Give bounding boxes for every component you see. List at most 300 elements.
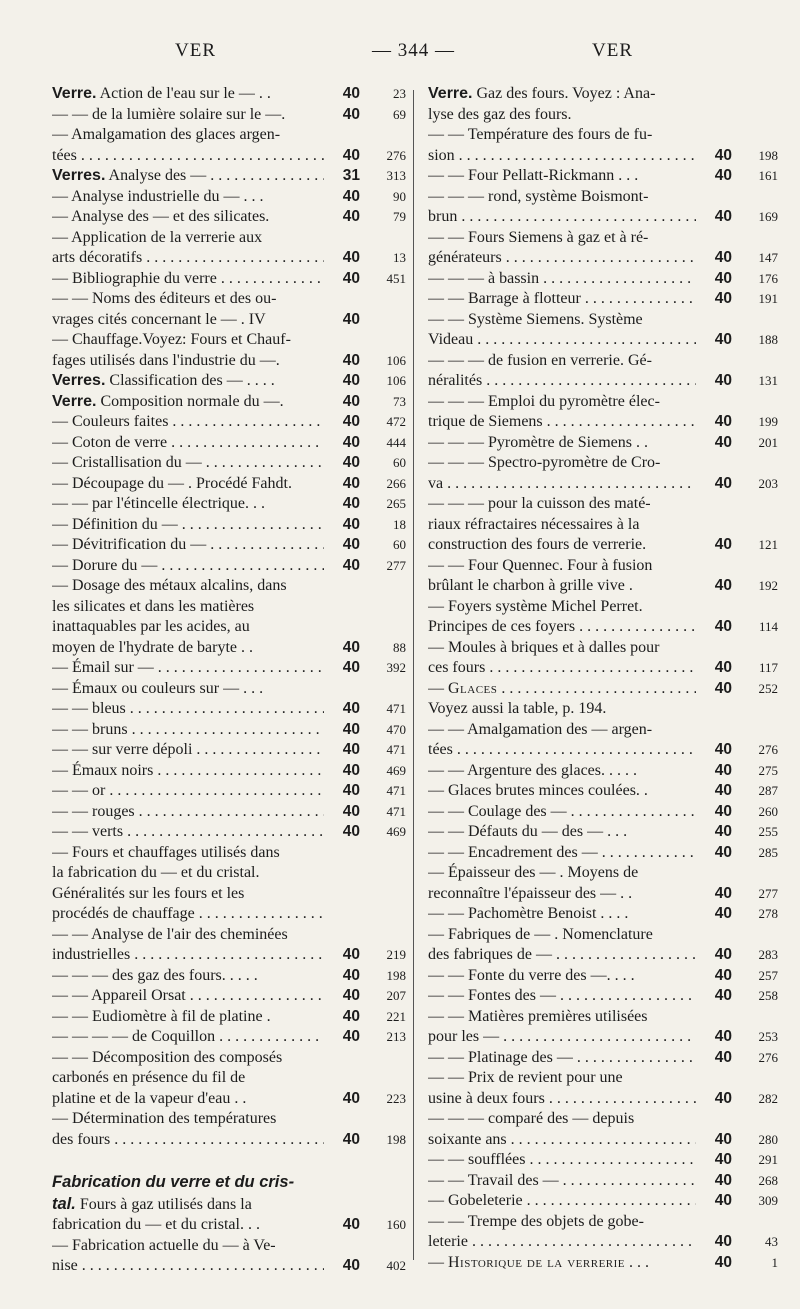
page-reference: 121 [758, 537, 778, 552]
entry-label [428, 863, 778, 884]
volume-number: 40 [714, 1171, 732, 1189]
entry-label [52, 1048, 406, 1069]
page-reference: 268 [758, 1172, 778, 1188]
entry-text: — — or [52, 782, 106, 799]
page-reference: 472 [386, 414, 406, 429]
page-reference: 191 [758, 291, 778, 306]
volume-number: 40 [714, 884, 732, 902]
entry-text: — — verts [52, 823, 124, 840]
entry-label [52, 474, 324, 495]
index-line [52, 720, 406, 741]
volume-number: 40 [714, 269, 732, 287]
index-entry [428, 1171, 778, 1192]
index-line [52, 535, 406, 556]
entry-text: reconnaître l'épaisseur des — . . [428, 884, 633, 902]
entry-label [428, 761, 696, 782]
entry-label [428, 351, 778, 372]
entry-label [52, 597, 406, 618]
page-reference: 60 [393, 455, 406, 470]
page-reference: 223 [386, 1090, 406, 1106]
entry-text: Verres. [52, 167, 106, 184]
index-entry [428, 822, 778, 843]
index-line [52, 515, 406, 536]
page-reference: 291 [758, 1152, 778, 1167]
entry-label [52, 392, 324, 413]
entry-text: Généralités sur les fours et les [52, 884, 245, 902]
index-line [428, 884, 778, 905]
entry-label [52, 351, 324, 372]
volume-number: 40 [342, 454, 360, 471]
index-line [52, 638, 406, 659]
page-reference: 471 [386, 701, 406, 716]
index-line [428, 187, 778, 208]
entry-label [52, 248, 324, 269]
index-line [52, 289, 406, 310]
volume-number: 40 [342, 474, 360, 492]
entry-label [428, 1089, 696, 1110]
entry-text: — — Barrage à flotteur [428, 290, 581, 307]
index-entry [52, 433, 406, 454]
entry-label [52, 863, 406, 884]
volume-number: 40 [342, 802, 360, 820]
index-entry [52, 802, 406, 823]
volume-number: 40 [342, 741, 360, 758]
entry-label [428, 597, 778, 618]
index-entry [52, 1236, 406, 1277]
volume-number: 40 [342, 208, 360, 225]
index-entry [52, 576, 406, 658]
entry-text: pour les — [428, 1028, 500, 1045]
entry-label [428, 494, 778, 515]
page-reference: 392 [386, 660, 406, 675]
index-entry [52, 515, 406, 536]
entry-text: brûlant le charbon à grille vive . [428, 577, 633, 594]
page-reference: 199 [758, 414, 778, 429]
entry-label [52, 1236, 406, 1257]
entry-text: — Chauffage.Voyez: Fours et Chauf- [52, 331, 291, 348]
entry-text: — — Amalgamation des — argen- [428, 720, 653, 738]
index-entry [428, 843, 778, 864]
volume-number: 40 [714, 1130, 732, 1148]
index-line [428, 863, 778, 884]
index-entry [428, 904, 778, 925]
index-line [428, 1253, 778, 1274]
entry-label [428, 658, 696, 679]
entry-text: Verres. [52, 372, 106, 389]
page-reference: 160 [386, 1217, 406, 1232]
index-line [428, 105, 778, 126]
index-line [52, 1215, 406, 1236]
index-entry [52, 925, 406, 966]
index-line [428, 269, 778, 290]
index-entry [428, 986, 778, 1007]
volume-number: 40 [342, 536, 360, 553]
page-reference: 283 [758, 947, 778, 962]
entry-label [428, 207, 696, 228]
index-line [428, 658, 778, 679]
volume-number: 40 [714, 1233, 732, 1250]
volume-number: 40 [342, 1257, 360, 1274]
entry-text: — Définition du — [52, 515, 178, 533]
running-head-left: VER [175, 40, 216, 61]
page-reference: 213 [386, 1029, 406, 1044]
index-entry [428, 863, 778, 904]
entry-label [428, 556, 778, 577]
page-reference: 266 [386, 475, 406, 491]
index-entry [52, 474, 406, 495]
volume-number: 40 [342, 823, 360, 840]
index-line [428, 289, 778, 310]
entry-text: — — Noms des éditeurs et des ou- [52, 290, 277, 307]
volume-number: 40 [342, 351, 360, 369]
index-column-left [52, 84, 406, 1277]
index-line [428, 576, 778, 597]
index-line [52, 207, 406, 228]
index-line [428, 1130, 778, 1151]
page-reference: 198 [386, 967, 406, 983]
entry-label [428, 392, 778, 413]
entry-text: — — — Pyromètre de Siemens . . [428, 433, 648, 451]
entry-label [428, 699, 778, 720]
volume-number: 40 [342, 966, 360, 984]
entry-text: moyen de l'hydrate de baryte . . [52, 638, 254, 656]
volume-number: 40 [342, 700, 360, 717]
index-entry [52, 84, 406, 105]
index-entry [428, 925, 778, 966]
entry-label [52, 187, 324, 208]
index-line [428, 1232, 778, 1253]
page-reference: 471 [386, 783, 406, 798]
entry-text: — Émail sur — [52, 659, 154, 676]
entry-label [52, 84, 324, 105]
spacer [52, 1150, 406, 1172]
volume-number: 40 [714, 474, 732, 492]
entry-label [52, 843, 406, 864]
entry-text: platine et de la vapeur d'eau . . [52, 1089, 247, 1107]
index-entry [428, 556, 778, 597]
index-line [52, 802, 406, 823]
index-line [428, 679, 778, 700]
index-line [428, 740, 778, 761]
volume-number: 40 [714, 249, 732, 266]
index-line [428, 966, 778, 987]
entry-text: — Gobeleterie [428, 1192, 523, 1209]
entry-label [428, 166, 696, 187]
entry-label [428, 310, 778, 331]
entry-text: — — Four Quennec. Four à fusion [428, 556, 653, 574]
index-entry [52, 1027, 406, 1048]
entry-text: — — Fours Siemens à gaz et à ré- [428, 228, 649, 246]
index-line [52, 658, 406, 679]
page-reference: 471 [386, 803, 406, 819]
index-line [428, 515, 778, 536]
volume-number: 40 [714, 167, 732, 184]
volume-number: 40 [342, 269, 360, 287]
index-entry [52, 740, 406, 761]
index-line [52, 1007, 406, 1028]
index-line [52, 105, 406, 126]
index-entry [52, 105, 406, 126]
index-line [52, 904, 406, 925]
index-line [428, 843, 778, 864]
entry-text: néralités [428, 372, 483, 389]
entry-label [52, 1068, 406, 1089]
volume-number: 40 [342, 659, 360, 676]
index-line [52, 1256, 406, 1277]
entry-text: — — Trempe des objets de gobe- [428, 1212, 644, 1230]
volume-number: 40 [714, 1028, 732, 1045]
entry-text: Classification des — . . . . [105, 372, 275, 389]
volume-number: 40 [714, 905, 732, 922]
entry-text: — — — de fusion en verrerie. Gé- [428, 351, 652, 369]
index-line [52, 433, 406, 454]
index-entry [52, 371, 406, 392]
entry-label [428, 843, 696, 864]
page-reference: 278 [758, 906, 778, 921]
index-entry [428, 597, 778, 638]
index-entry [52, 207, 406, 228]
entry-text: — Analyse des — et des silicates. [52, 208, 270, 225]
index-line [52, 84, 406, 105]
index-line [52, 1027, 406, 1048]
index-line [428, 166, 778, 187]
entry-label [52, 679, 324, 700]
entry-text: — — — rond, système Boismont- [428, 187, 649, 205]
entry-text: — — Eudiomètre à fil de platine . [52, 1007, 271, 1025]
entry-text: — — soufflées [428, 1151, 526, 1168]
entry-label [428, 925, 778, 946]
index-line [52, 1068, 406, 1089]
page-reference: 147 [758, 250, 778, 265]
index-line [428, 125, 778, 146]
index-line [428, 720, 778, 741]
entry-label [428, 105, 778, 126]
page-reference: 79 [393, 209, 406, 224]
volume-number: 40 [714, 1048, 732, 1066]
index-line [428, 597, 778, 618]
entry-label [428, 84, 778, 105]
page-reference: 260 [758, 803, 778, 819]
entry-text: va [428, 474, 444, 492]
page-reference: 60 [393, 537, 406, 552]
entry-text: — Amalgamation des glaces argen- [52, 126, 281, 143]
index-line [52, 679, 406, 700]
index-entry [428, 125, 778, 166]
entry-label [52, 1194, 406, 1216]
index-line [52, 392, 406, 413]
entry-label [52, 945, 324, 966]
volume-number: 40 [342, 761, 360, 779]
volume-number: 40 [342, 413, 360, 430]
entry-text: trique de Siemens [428, 413, 543, 430]
entry-text: vrages cités concernant le — . IV [52, 310, 266, 328]
entry-label [52, 740, 324, 761]
index-entry [428, 1150, 778, 1171]
index-line [428, 1109, 778, 1130]
entry-text: — Fabriques de — . Nomenclature [428, 925, 653, 943]
entry-label [428, 679, 696, 700]
entry-text: — — Encadrement des — [428, 843, 598, 861]
volume-number: 40 [342, 556, 360, 574]
entry-label [428, 740, 696, 761]
entry-label [428, 1212, 778, 1233]
index-line [428, 1027, 778, 1048]
entry-text: arts décoratifs [52, 249, 143, 266]
entry-text: lyse des gaz des fours. [428, 105, 572, 123]
entry-text: — [428, 679, 448, 697]
entry-text: les silicates et dans les matières [52, 597, 255, 615]
index-line [52, 843, 406, 864]
index-line [52, 248, 406, 269]
page-reference: 43 [765, 1234, 778, 1249]
entry-text: — Détermination des températures [52, 1110, 277, 1127]
index-line [428, 1171, 778, 1192]
entry-text: — Glaces brutes minces coulées. . [428, 782, 648, 799]
entry-text: des fabriques de — [428, 946, 552, 963]
entry-text: — Coton de verre [52, 433, 168, 451]
index-entry [428, 1068, 778, 1109]
index-entry [52, 658, 406, 679]
page-reference: 469 [386, 824, 406, 839]
index-line [428, 1007, 778, 1028]
page-reference: 106 [386, 373, 406, 388]
index-line [428, 371, 778, 392]
volume-number: 40 [714, 433, 732, 451]
index-line [52, 822, 406, 843]
page-reference: 253 [758, 1029, 778, 1044]
index-entry [428, 638, 778, 679]
entry-text: — — Appareil Orsat [52, 987, 186, 1004]
running-head-right: VER [592, 40, 633, 61]
index-entry [428, 289, 778, 310]
entry-label [428, 535, 696, 556]
entry-text: — — — Emploi du pyromètre élec- [428, 392, 660, 410]
page-reference: 469 [386, 762, 406, 778]
index-line [428, 617, 778, 638]
volume-number: 40 [714, 536, 732, 553]
index-line [428, 925, 778, 946]
volume-number: 40 [342, 987, 360, 1004]
index-entry [52, 986, 406, 1007]
index-entry [52, 720, 406, 741]
index-column-right [428, 84, 778, 1273]
entry-label [428, 1007, 778, 1028]
entry-text: construction des fours de verrerie. [428, 536, 647, 553]
page-reference: 88 [393, 639, 406, 655]
entry-label [428, 474, 696, 495]
volume-number: 40 [714, 987, 732, 1004]
page-reference: 451 [386, 270, 406, 286]
index-line [428, 1191, 778, 1212]
entry-label [52, 802, 324, 823]
entry-text: industrielles [52, 946, 131, 963]
page-reference: 207 [386, 988, 406, 1003]
entry-label [428, 1068, 778, 1089]
volume-number: 40 [342, 187, 360, 205]
index-line [52, 761, 406, 782]
index-line [52, 125, 406, 146]
entry-label [52, 207, 324, 228]
index-entry [52, 1048, 406, 1110]
index-entry [428, 1109, 778, 1150]
index-line [428, 310, 778, 331]
index-line [428, 207, 778, 228]
index-entry [52, 761, 406, 782]
entry-label [52, 966, 324, 987]
entry-label [428, 904, 696, 925]
volume-number: 40 [342, 1130, 360, 1148]
entry-text: Gaz des fours. Voyez : Ana- [472, 85, 656, 102]
volume-number: 40 [714, 577, 732, 594]
entry-label [428, 371, 696, 392]
index-line [52, 556, 406, 577]
volume-number: 40 [342, 105, 360, 123]
entry-text: fabrication du — et du cristal. . . [52, 1216, 260, 1233]
index-entry [52, 699, 406, 720]
entry-text: — — bruns [52, 720, 128, 738]
volume-number: 40 [342, 1028, 360, 1045]
index-line [52, 597, 406, 618]
entry-label [52, 1130, 324, 1151]
index-entry [428, 351, 778, 392]
entry-text: Voyez aussi la table, p. 194. [428, 700, 607, 717]
entry-label [52, 1215, 324, 1236]
page-reference: 277 [758, 885, 778, 901]
page-reference: 280 [758, 1131, 778, 1147]
entry-text: Verre. [428, 85, 473, 102]
index-entry [428, 966, 778, 987]
volume-number: 40 [342, 946, 360, 963]
index-line [52, 1109, 406, 1130]
index-entry [52, 535, 406, 556]
entry-label [52, 310, 324, 331]
index-entry [52, 453, 406, 474]
entry-label [52, 228, 406, 249]
entry-label [52, 986, 324, 1007]
index-entry [52, 125, 406, 166]
volume-number: 40 [714, 290, 732, 307]
index-line [52, 617, 406, 638]
entry-label [428, 638, 778, 659]
index-entry [52, 228, 406, 269]
entry-label [428, 1150, 696, 1171]
page-reference: 282 [758, 1090, 778, 1106]
index-line [52, 310, 406, 331]
entry-text: — Couleurs faites [52, 413, 169, 430]
volume-number: 40 [714, 741, 732, 758]
index-entry [428, 269, 778, 290]
entry-text: la fabrication du — et du cristal. [52, 864, 260, 881]
page-reference: 402 [386, 1258, 406, 1273]
index-line [428, 392, 778, 413]
entry-label [52, 330, 406, 351]
entry-text: — Bibliographie du verre [52, 269, 217, 287]
entry-text: — — sur verre dépoli [52, 741, 193, 758]
volume-number: 40 [714, 331, 732, 348]
volume-number: 40 [714, 372, 732, 389]
entry-label [52, 1007, 324, 1028]
index-entry [52, 556, 406, 577]
index-line [428, 1089, 778, 1110]
index-entry [52, 166, 406, 187]
volume-number: 40 [714, 146, 732, 164]
page-number: — 344 — [372, 40, 455, 61]
entry-label [428, 433, 696, 454]
entry-label [428, 146, 696, 167]
entry-text: ces fours [428, 659, 486, 676]
entry-text: usine à deux fours [428, 1089, 545, 1107]
entry-label [52, 761, 324, 782]
